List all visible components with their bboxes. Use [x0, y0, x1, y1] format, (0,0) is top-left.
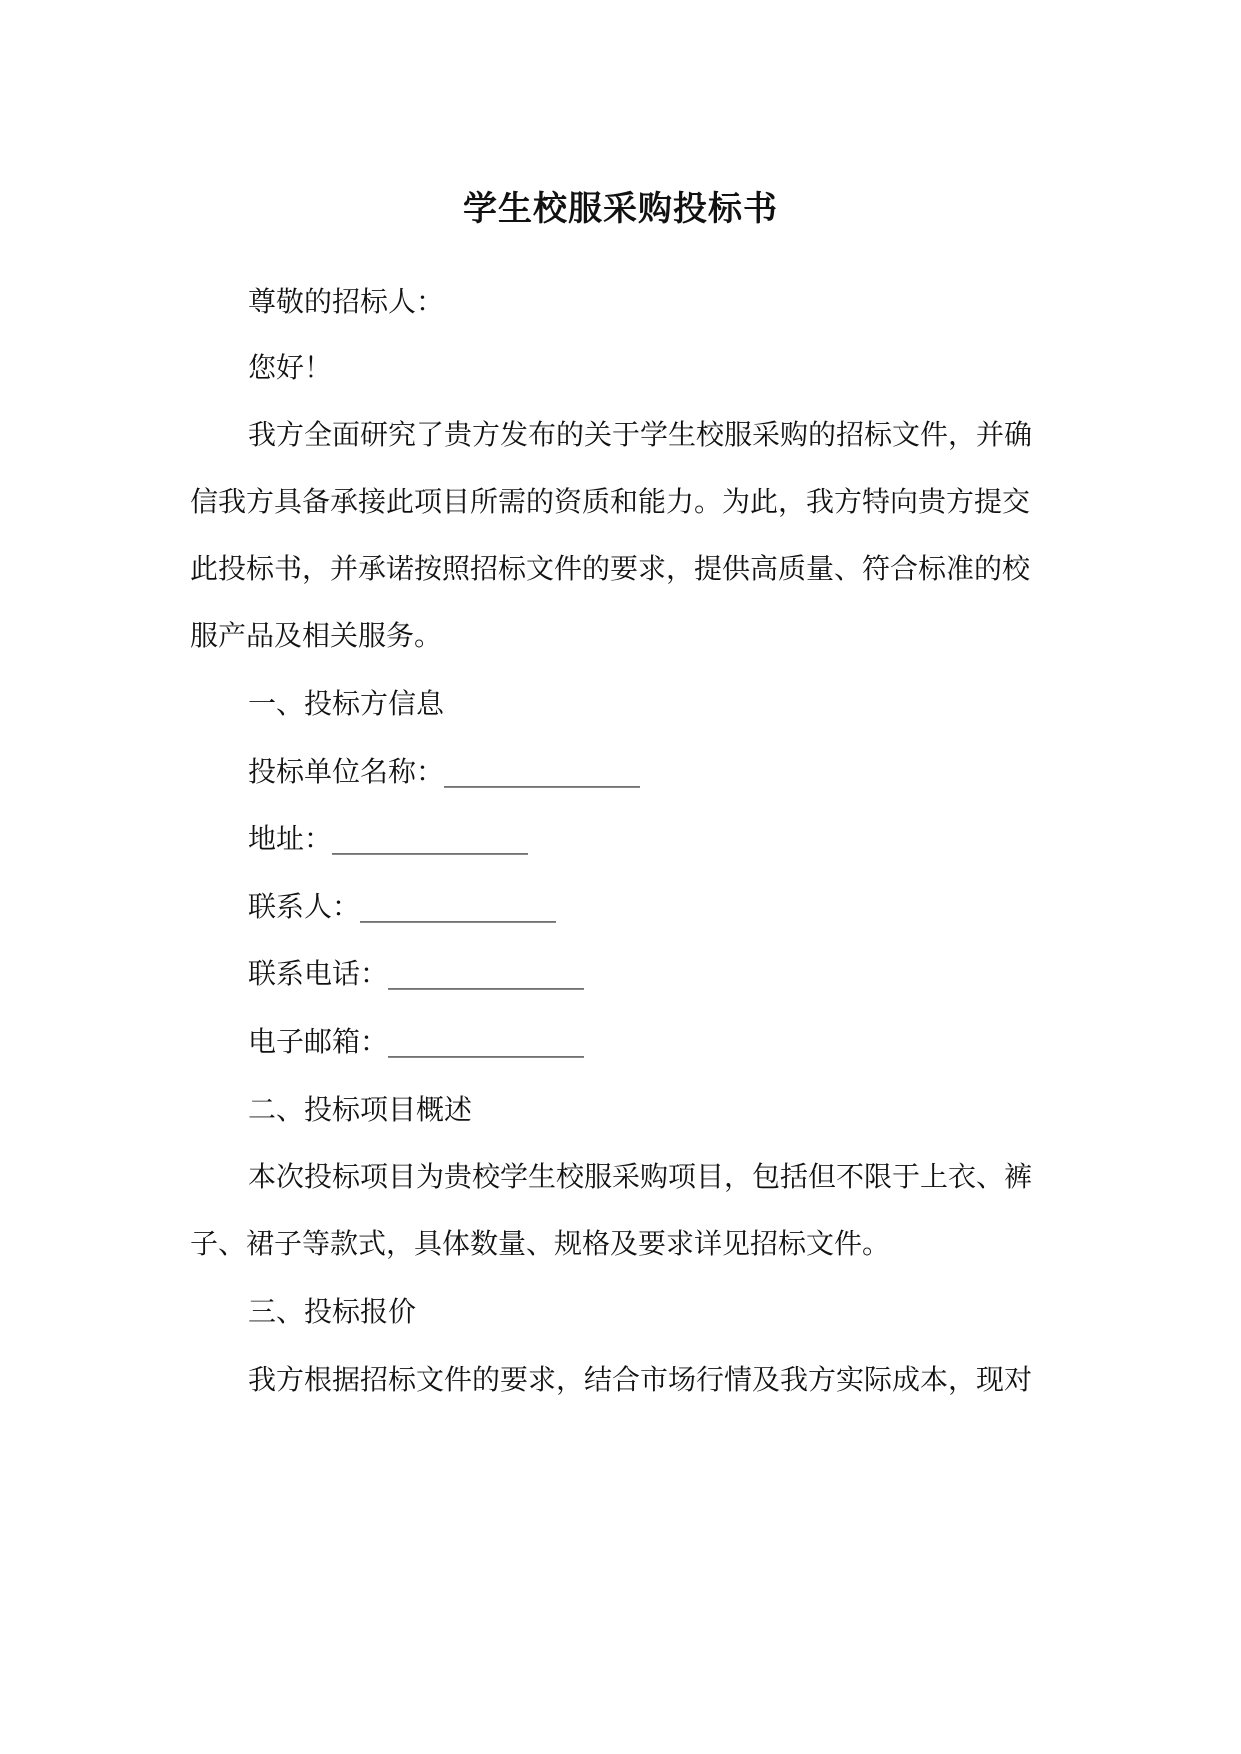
section2-line-2: 子、裙子等款式，具体数量、规格及要求详见招标文件。 [190, 1227, 891, 1260]
section1-heading: 一、投标方信息 [248, 687, 445, 720]
field-value: ______________ [332, 822, 529, 855]
section2-line-1: 本次投标项目为贵校学生校服采购项目，包括但不限于上衣、裤 [248, 1160, 1033, 1193]
intro-line-1: 我方全面研究了贵方发布的关于学生校服采购的招标文件，并确 [248, 418, 1033, 451]
salutation: 尊敬的招标人： [248, 285, 445, 318]
intro-line-2: 信我方具备承接此项目所需的资质和能力。为此，我方特向贵方提交 [190, 485, 1031, 518]
field-address [248, 819, 1060, 859]
intro-line-4: 服产品及相关服务。 [190, 619, 443, 652]
field-value: ______________ [388, 1025, 585, 1058]
field-label: 投标单位名称： [248, 755, 445, 788]
field-value: ______________ [360, 890, 557, 923]
field-label: 联系电话： [248, 957, 389, 990]
intro-line-3: 此投标书，并承诺按照招标文件的要求，提供高质量、符合标准的校 [190, 552, 1031, 585]
field-contact-person [248, 887, 1060, 927]
section2-heading: 二、投标项目概述 [248, 1093, 473, 1126]
document-title: 学生校服采购投标书 [463, 189, 778, 229]
field-value: ______________ [388, 957, 585, 990]
field-bidder-name [248, 752, 1060, 792]
field-email [248, 1022, 1060, 1062]
field-label: 电子邮箱： [248, 1025, 389, 1058]
field-label: 联系人： [248, 890, 361, 923]
section3-heading: 三、投标报价 [248, 1295, 417, 1328]
field-label: 地址： [248, 822, 333, 855]
field-value: ______________ [444, 755, 641, 788]
section3-line-1: 我方根据招标文件的要求，结合市场行情及我方实际成本，现对 [248, 1363, 1033, 1396]
greeting: 您好！ [248, 351, 333, 384]
field-phone [248, 954, 1060, 994]
